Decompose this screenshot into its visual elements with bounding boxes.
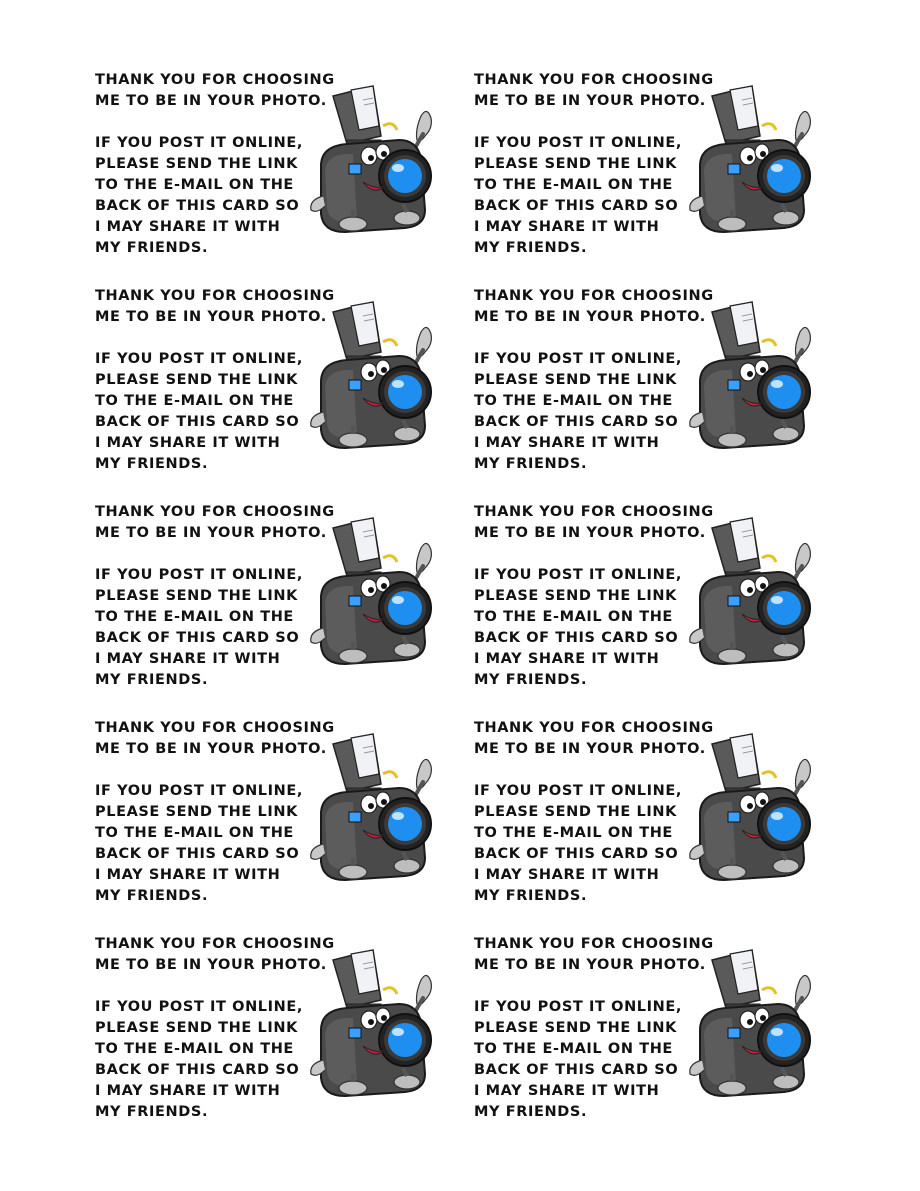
message-line: IF YOU POST IT ONLINE, <box>474 783 682 799</box>
message-line: MY FRIENDS. <box>474 240 588 256</box>
thank-you-card <box>474 70 834 270</box>
message-line: THANK YOU FOR CHOOSING <box>474 936 714 952</box>
message-line: ME TO BE IN YOUR PHOTO. <box>474 957 706 973</box>
thank-you-card <box>95 286 455 486</box>
message-line: I MAY SHARE IT WITH <box>95 219 281 235</box>
message-line: BACK OF THIS CARD SO <box>95 846 300 862</box>
message-line: TO THE E-MAIL ON THE <box>95 177 294 193</box>
message-line: TO THE E-MAIL ON THE <box>95 1041 294 1057</box>
message-line: BACK OF THIS CARD SO <box>474 846 679 862</box>
message-line: I MAY SHARE IT WITH <box>474 651 660 667</box>
cartoon-camera-icon <box>303 294 443 454</box>
cartoon-camera-icon <box>682 294 822 454</box>
cartoon-camera-icon <box>682 726 822 886</box>
message-line: MY FRIENDS. <box>474 456 588 472</box>
message-line: TO THE E-MAIL ON THE <box>474 393 673 409</box>
thank-you-card <box>95 718 455 918</box>
message-line: BACK OF THIS CARD SO <box>95 198 300 214</box>
message-line: IF YOU POST IT ONLINE, <box>95 783 303 799</box>
message-line: TO THE E-MAIL ON THE <box>95 393 294 409</box>
cartoon-camera-icon <box>682 510 822 670</box>
cartoon-camera-icon <box>303 726 443 886</box>
message-line: BACK OF THIS CARD SO <box>95 414 300 430</box>
message-line: PLEASE SEND THE LINK <box>474 156 677 172</box>
message-line: MY FRIENDS. <box>95 456 209 472</box>
thank-you-card <box>95 934 455 1134</box>
thank-you-card <box>474 718 834 918</box>
message-line: I MAY SHARE IT WITH <box>95 1083 281 1099</box>
message-line: ME TO BE IN YOUR PHOTO. <box>95 525 327 541</box>
message-line: THANK YOU FOR CHOOSING <box>474 72 714 88</box>
message-line: TO THE E-MAIL ON THE <box>95 609 294 625</box>
message-line: MY FRIENDS. <box>95 888 209 904</box>
message-line: TO THE E-MAIL ON THE <box>474 609 673 625</box>
message-line: MY FRIENDS. <box>95 1104 209 1120</box>
message-line: BACK OF THIS CARD SO <box>474 414 679 430</box>
message-line: TO THE E-MAIL ON THE <box>474 177 673 193</box>
message-line: TO THE E-MAIL ON THE <box>95 825 294 841</box>
message-line: MY FRIENDS. <box>474 672 588 688</box>
message-line: IF YOU POST IT ONLINE, <box>474 351 682 367</box>
message-line: THANK YOU FOR CHOOSING <box>474 504 714 520</box>
message-line: I MAY SHARE IT WITH <box>474 219 660 235</box>
message-line: IF YOU POST IT ONLINE, <box>95 351 303 367</box>
message-line: IF YOU POST IT ONLINE, <box>474 135 682 151</box>
thank-you-card <box>95 502 455 702</box>
cartoon-camera-icon <box>303 510 443 670</box>
message-line: I MAY SHARE IT WITH <box>95 867 281 883</box>
message-line: I MAY SHARE IT WITH <box>95 651 281 667</box>
message-line: BACK OF THIS CARD SO <box>95 630 300 646</box>
message-line: THANK YOU FOR CHOOSING <box>474 288 714 304</box>
cartoon-camera-icon <box>682 942 822 1102</box>
message-line: PLEASE SEND THE LINK <box>474 372 677 388</box>
message-line: ME TO BE IN YOUR PHOTO. <box>474 93 706 109</box>
message-line: ME TO BE IN YOUR PHOTO. <box>95 93 327 109</box>
message-line: I MAY SHARE IT WITH <box>474 435 660 451</box>
thank-you-card <box>95 70 455 270</box>
message-line: TO THE E-MAIL ON THE <box>474 825 673 841</box>
cartoon-camera-icon <box>303 942 443 1102</box>
cartoon-camera-icon <box>682 78 822 238</box>
message-line: PLEASE SEND THE LINK <box>95 1020 298 1036</box>
message-line: I MAY SHARE IT WITH <box>474 1083 660 1099</box>
message-line: THANK YOU FOR CHOOSING <box>95 936 335 952</box>
message-line: TO THE E-MAIL ON THE <box>474 1041 673 1057</box>
message-line: BACK OF THIS CARD SO <box>474 630 679 646</box>
message-line: PLEASE SEND THE LINK <box>95 804 298 820</box>
thank-you-card <box>474 502 834 702</box>
message-line: I MAY SHARE IT WITH <box>474 867 660 883</box>
message-line: PLEASE SEND THE LINK <box>474 1020 677 1036</box>
message-line: IF YOU POST IT ONLINE, <box>95 135 303 151</box>
message-line: MY FRIENDS. <box>95 240 209 256</box>
message-line: IF YOU POST IT ONLINE, <box>474 999 682 1015</box>
message-line: PLEASE SEND THE LINK <box>474 588 677 604</box>
cartoon-camera-icon <box>303 78 443 238</box>
message-line: BACK OF THIS CARD SO <box>474 198 679 214</box>
message-line: PLEASE SEND THE LINK <box>95 156 298 172</box>
thank-you-card <box>474 934 834 1134</box>
message-line: I MAY SHARE IT WITH <box>95 435 281 451</box>
message-line: BACK OF THIS CARD SO <box>95 1062 300 1078</box>
message-line: THANK YOU FOR CHOOSING <box>474 720 714 736</box>
message-line: ME TO BE IN YOUR PHOTO. <box>95 957 327 973</box>
message-line: IF YOU POST IT ONLINE, <box>95 567 303 583</box>
message-line: PLEASE SEND THE LINK <box>95 588 298 604</box>
message-line: MY FRIENDS. <box>474 888 588 904</box>
message-line: ME TO BE IN YOUR PHOTO. <box>474 741 706 757</box>
message-line: THANK YOU FOR CHOOSING <box>95 504 335 520</box>
message-line: ME TO BE IN YOUR PHOTO. <box>95 309 327 325</box>
message-line: ME TO BE IN YOUR PHOTO. <box>474 309 706 325</box>
message-line: ME TO BE IN YOUR PHOTO. <box>474 525 706 541</box>
message-line: PLEASE SEND THE LINK <box>474 804 677 820</box>
message-line: THANK YOU FOR CHOOSING <box>95 720 335 736</box>
message-line: BACK OF THIS CARD SO <box>474 1062 679 1078</box>
message-line: MY FRIENDS. <box>95 672 209 688</box>
message-line: ME TO BE IN YOUR PHOTO. <box>95 741 327 757</box>
message-line: IF YOU POST IT ONLINE, <box>474 567 682 583</box>
message-line: THANK YOU FOR CHOOSING <box>95 72 335 88</box>
message-line: THANK YOU FOR CHOOSING <box>95 288 335 304</box>
message-line: IF YOU POST IT ONLINE, <box>95 999 303 1015</box>
thank-you-card <box>474 286 834 486</box>
message-line: MY FRIENDS. <box>474 1104 588 1120</box>
message-line: PLEASE SEND THE LINK <box>95 372 298 388</box>
